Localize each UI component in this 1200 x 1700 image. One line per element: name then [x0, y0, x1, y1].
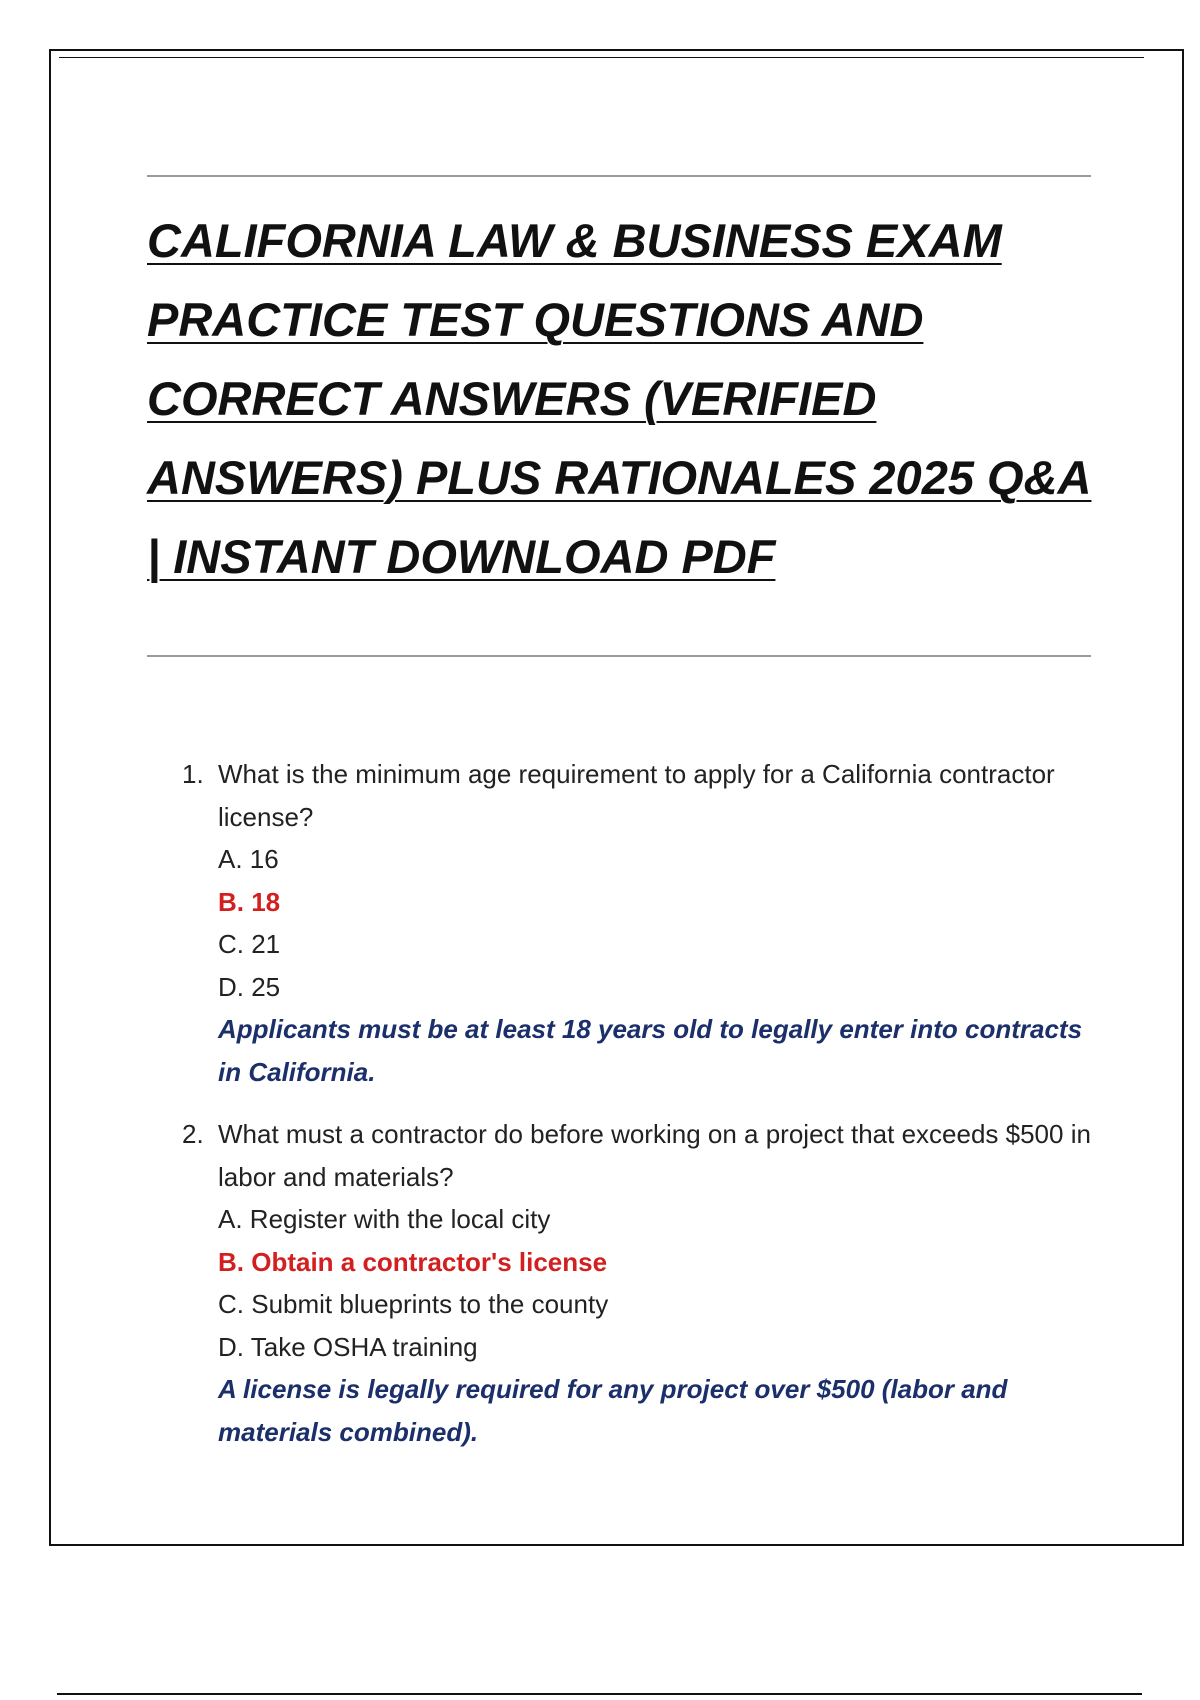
title-top-rule [147, 175, 1091, 177]
answer-options [218, 838, 1112, 1008]
correct-answer-option: B. 18 [218, 886, 281, 917]
question-list [182, 753, 1112, 1473]
answer-option: C. Submit blueprints to the county [218, 1289, 609, 1319]
page-frame [49, 49, 1184, 1546]
title-line: CALIFORNIA LAW & BUSINESS EXAM [147, 214, 1002, 267]
title-bottom-rule [147, 655, 1091, 657]
title-line: CORRECT ANSWERS (VERIFIED [147, 372, 877, 425]
answer-option: D. Take OSHA training [218, 1331, 478, 1362]
frame-top-line [59, 57, 1144, 58]
document-title [147, 201, 1107, 596]
correct-answer-option: B. Obtain a contractor's license [218, 1246, 608, 1277]
question-item [182, 1113, 1112, 1453]
next-page-top-line [57, 1693, 1142, 1695]
answer-option: A. 16 [218, 844, 279, 874]
question-item [182, 753, 1112, 1093]
answer-option: D. 25 [218, 971, 281, 1002]
question-number: 2. [182, 1119, 204, 1149]
rationale-text: Applicants must be at least 18 years old to legally enter into contracts in California. [218, 1014, 1083, 1087]
rationale-text: A license is legally required for any project over $500 (labor and materials combined). [218, 1374, 1008, 1447]
answer-options [218, 1198, 1112, 1368]
question-text: What is the minimum age requirement to apply for a California contractor license? [218, 759, 1055, 832]
question-number: 1. [182, 759, 204, 789]
answer-option: A. Register with the local city [218, 1204, 551, 1234]
answer-option: C. 21 [218, 929, 281, 959]
title-line: PRACTICE TEST QUESTIONS AND [147, 293, 924, 346]
title-line: ANSWERS) PLUS RATIONALES 2025 Q&A [147, 451, 1092, 504]
question-text: What must a contractor do before working on a project that exceeds $500 in labor and materials? [218, 1119, 1091, 1192]
title-line: | INSTANT DOWNLOAD PDF [147, 530, 776, 583]
